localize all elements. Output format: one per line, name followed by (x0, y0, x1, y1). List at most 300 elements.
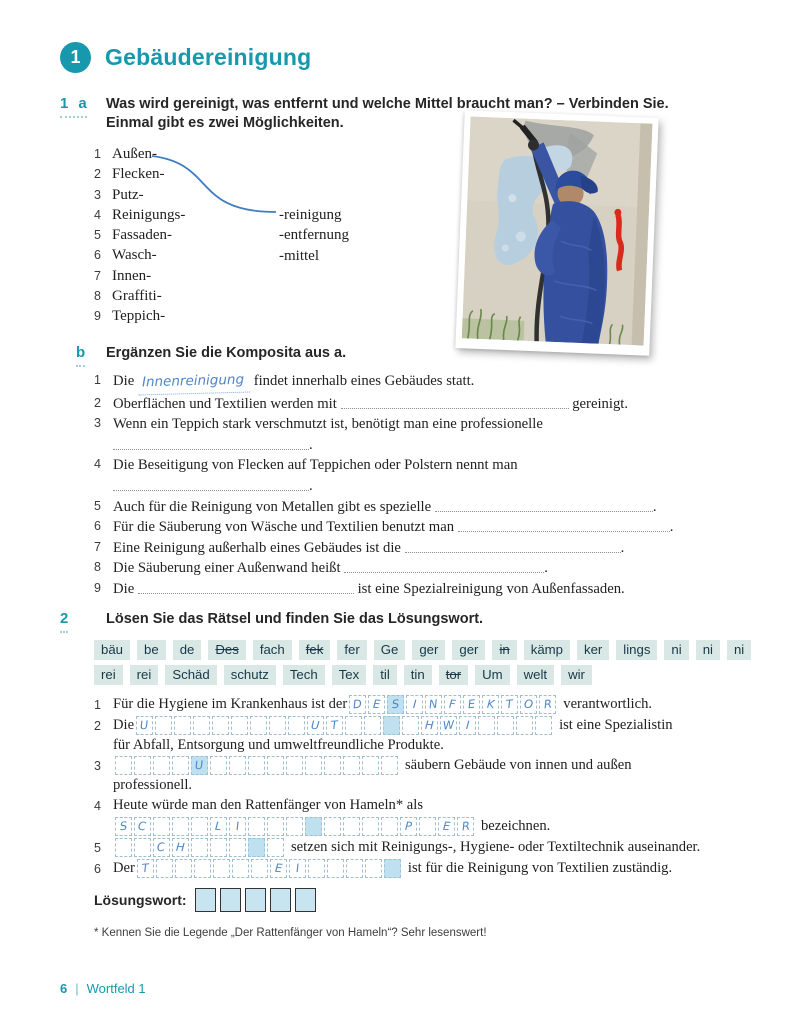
sentence-body (113, 517, 762, 538)
answer-blank (435, 498, 653, 512)
exercise-1b-letter: b (76, 344, 86, 361)
puzzle-rows (94, 694, 766, 879)
item-word: -reinigung (279, 207, 342, 223)
puzzle-text-continued: professionell. (113, 777, 193, 793)
letter-box (381, 756, 398, 775)
letter-boxes (349, 695, 558, 714)
answer-blank (113, 436, 309, 450)
sentence-text: . (309, 477, 313, 494)
puzzle-line (113, 755, 766, 776)
page-number: 6 (60, 981, 68, 996)
match-left-item (94, 207, 424, 227)
sentence-text: Auch für die Reinigung von Metallen gibt es spezielle (113, 498, 435, 515)
letter-box (425, 695, 442, 714)
handwritten-letter: I (465, 717, 470, 732)
handwritten-letter: H (424, 717, 435, 733)
chapter-number-badge: 1 (60, 42, 91, 73)
item-word: Fassaden- (112, 227, 172, 244)
sentence-text: Die (113, 580, 138, 597)
letter-box (539, 695, 556, 714)
letter-box (229, 838, 246, 857)
item-word: Außen- (112, 146, 157, 162)
letter-box (212, 716, 229, 735)
syllable-tile: Tex (332, 665, 367, 685)
sentence-row (94, 455, 762, 496)
puzzle-line (113, 694, 766, 715)
sentence-body (113, 394, 762, 415)
handwritten-answer: Innenreinigung (138, 370, 251, 396)
syllable-tile: Um (475, 665, 510, 685)
letter-box (459, 716, 476, 735)
solution-letter-box (384, 859, 401, 878)
puzzle-text: Die (113, 717, 135, 733)
letter-box (400, 817, 417, 836)
letter-box (289, 859, 306, 878)
syllable-tile: Des (208, 640, 245, 660)
solution-letter-box (387, 695, 404, 714)
puzzle-row (94, 755, 766, 795)
syllable-tile: kämp (524, 640, 570, 660)
puzzle-row-number: 4 (94, 799, 101, 813)
item-number: 8 (94, 289, 101, 304)
letter-box (134, 838, 151, 857)
puzzle-line (113, 858, 766, 879)
handwritten-letter: E (467, 696, 476, 712)
letter-box (156, 859, 173, 878)
syllable-tile: tin (404, 665, 432, 685)
letter-box (267, 838, 284, 857)
letter-box (381, 817, 398, 836)
syllable-tile: ni (727, 640, 751, 660)
answer-blank (138, 580, 354, 594)
page-footer (60, 981, 146, 996)
handwritten-letter: H (175, 839, 186, 855)
syllable-tile: tor (439, 665, 468, 685)
sentence-text: . (620, 539, 625, 556)
solution-box (195, 888, 216, 912)
exercise-1b-label (76, 344, 85, 367)
handwritten-letter: L (214, 818, 223, 833)
puzzle-row-body (113, 715, 766, 755)
handwritten-letter: U (139, 717, 150, 733)
syllable-tile: ker (577, 640, 609, 660)
answer-blank (344, 559, 544, 573)
solution-letter-box (383, 716, 400, 735)
puzzle-text: ist eine Spezialistin (559, 717, 673, 733)
puzzle-text: Für die Hygiene im Krankenhaus ist der (113, 696, 348, 712)
syllable-tile: ni (664, 640, 688, 660)
letter-box (406, 695, 423, 714)
exercise-1a-letter: a (78, 95, 87, 112)
match-left-item (94, 146, 424, 166)
chapter-header (60, 42, 311, 73)
syllable-tile: bäu (94, 640, 130, 660)
handwritten-letter: F (449, 696, 457, 711)
puzzle-line (113, 795, 766, 816)
letter-box (172, 817, 189, 836)
letter-box (457, 817, 474, 836)
solution-word-label: Lösungswort: (94, 892, 187, 908)
solution-letter-box (305, 817, 322, 836)
syllable-tile: fek (299, 640, 331, 660)
sentence-text: . (309, 436, 313, 453)
answer-blank (405, 539, 621, 553)
matching-exercise (94, 146, 424, 331)
handwritten-letter: T (141, 860, 150, 876)
footer-label: Wortfeld 1 (86, 981, 146, 996)
letter-box (115, 756, 132, 775)
instruction-line-1: Was wird gereinigt, was entfernt und welche Mittel braucht man? – Verbinden Sie. (106, 96, 669, 112)
letter-box (267, 756, 284, 775)
syllable-tile: fer (337, 640, 366, 660)
puzzle-row-body (113, 755, 766, 795)
syllable-tile: be (137, 640, 166, 660)
letter-box (482, 695, 499, 714)
letter-box (535, 716, 552, 735)
letter-box (172, 756, 189, 775)
match-left-item (94, 247, 424, 267)
tile-row (94, 640, 744, 660)
item-number: 6 (94, 248, 101, 263)
sentence-body (113, 455, 762, 496)
letter-box (324, 817, 341, 836)
letter-box (307, 716, 324, 735)
syllable-tile: welt (517, 665, 554, 685)
letter-boxes (137, 859, 403, 878)
puzzle-text: verantwortlich. (563, 696, 653, 712)
puzzle-text: ist für die Reinigung von Textilien zuständig. (407, 860, 673, 876)
footnote: * Kennen Sie die Legende „Der Rattenfänger von Hameln“? Sehr lesenswert! (94, 927, 487, 939)
puzzle-line (113, 837, 766, 858)
letter-box (520, 695, 537, 714)
letter-box (153, 817, 170, 836)
sentence-text: Für die Säuberung von Wäsche und Textilien benutzt man (113, 519, 458, 536)
sentence-row (94, 517, 762, 538)
handwritten-letter: R (543, 696, 553, 712)
syllable-tile: ger (412, 640, 445, 660)
syllable-tile: Ge (374, 640, 406, 660)
letter-box (368, 695, 385, 714)
solution-letter-box (248, 838, 265, 857)
sentence-text: ist eine Spezialreinigung von Außenfassaden. (353, 580, 625, 597)
letter-box (153, 838, 170, 857)
sentence-text: Eine Reinigung außerhalb eines Gebäudes ist die (113, 539, 405, 556)
match-right-item (279, 227, 349, 247)
letter-box (210, 817, 227, 836)
letter-box (286, 817, 303, 836)
letter-boxes (115, 817, 476, 836)
letter-box (362, 817, 379, 836)
solution-box (270, 888, 291, 912)
match-left-item (94, 166, 424, 186)
letter-box (501, 695, 518, 714)
letter-box (343, 817, 360, 836)
letter-box (232, 859, 249, 878)
syllable-tile: Schäd (165, 665, 216, 685)
syllable-tile: rei (94, 665, 123, 685)
letter-boxes (136, 716, 554, 735)
match-left-item (94, 268, 424, 288)
letter-box (210, 838, 227, 857)
sentence-row (94, 371, 762, 394)
sentence-row (94, 538, 762, 559)
puzzle-text: Der (113, 860, 135, 876)
sentence-text: Die Säuberung einer Außenwand heißt (113, 560, 345, 577)
item-word: Reinigungs- (112, 206, 186, 223)
item-number: 5 (94, 228, 101, 243)
puzzle-row-body (113, 694, 766, 715)
letter-box (326, 716, 343, 735)
syllable-tile: ni (696, 640, 720, 660)
puzzle-row (94, 715, 766, 755)
syllable-tiles (94, 640, 744, 690)
letter-boxes (115, 838, 286, 857)
letter-box (286, 756, 303, 775)
puzzle-row-number: 2 (94, 719, 101, 733)
letter-box (288, 716, 305, 735)
handwritten-letter: S (119, 818, 128, 834)
letter-box (210, 756, 227, 775)
item-number: 2 (94, 167, 101, 182)
sentence-text: . (544, 560, 548, 577)
letter-box (349, 695, 366, 714)
matching-left-list (94, 146, 424, 329)
letter-box (229, 817, 246, 836)
item-word: -mittel (279, 247, 319, 264)
letter-box (155, 716, 172, 735)
handwritten-letter: E (372, 696, 381, 711)
sentence-number: 2 (94, 395, 101, 410)
sentence-body (113, 558, 762, 579)
exercise-2-instruction: Lösen Sie das Rätsel und finden Sie das Lösungswort. (106, 611, 484, 627)
answer-blank (113, 477, 309, 491)
syllable-tile: fach (253, 640, 292, 660)
exercise-2-number: 2 (60, 610, 69, 627)
handwritten-letter: C (138, 818, 148, 834)
puzzle-row-number: 6 (94, 862, 101, 876)
letter-box (365, 859, 382, 878)
sentence-text: Die (113, 373, 138, 389)
letter-box (305, 756, 322, 775)
sentence-body (113, 579, 762, 600)
match-left-item (94, 308, 424, 328)
letter-box (324, 756, 341, 775)
handwritten-letter: I (412, 696, 418, 711)
letter-box (229, 756, 246, 775)
letter-box (444, 695, 461, 714)
puzzle-line (113, 715, 766, 736)
syllable-tile: wir (561, 665, 592, 685)
handwritten-letter: U (194, 757, 205, 773)
sentence-text: . (652, 498, 657, 515)
solution-word-boxes (195, 888, 316, 912)
sentence-body (113, 497, 762, 518)
sentence-number: 9 (94, 580, 101, 595)
answer-blank (458, 518, 670, 532)
syllable-tile: til (373, 665, 397, 685)
letter-box (153, 756, 170, 775)
answer-blank (341, 395, 569, 409)
letter-box (172, 838, 189, 857)
sentence-row (94, 414, 762, 455)
letter-box (497, 716, 514, 735)
handwritten-letter: C (156, 839, 167, 855)
item-number: 9 (94, 309, 101, 324)
syllable-tile: lings (616, 640, 657, 660)
exercise-1a-label (60, 95, 87, 118)
syllable-tile: ger (452, 640, 485, 660)
letter-box (174, 716, 191, 735)
handwritten-letter: N (428, 696, 439, 712)
sentence-number: 8 (94, 560, 101, 575)
sentence-row (94, 558, 762, 579)
handwritten-letter: D (352, 696, 363, 712)
letter-box (438, 817, 455, 836)
item-word: Flecken- (112, 166, 165, 183)
handwritten-letter: I (235, 818, 240, 833)
letter-box (270, 859, 287, 878)
match-left-item (94, 187, 424, 207)
tile-row (94, 665, 744, 685)
graffiti-removal-photo (455, 110, 658, 356)
handwritten-letter: E (274, 860, 283, 875)
solution-word-row (94, 888, 316, 912)
puzzle-row-number: 3 (94, 759, 101, 773)
item-word: Teppich- (112, 308, 166, 325)
puzzle-text: setzen sich mit Reinigungs-, Hygiene- oder Textiltechnik auseinander. (291, 839, 701, 855)
letter-box (251, 859, 268, 878)
sentence-number: 5 (94, 498, 101, 513)
puzzle-row-number: 5 (94, 841, 101, 855)
letter-box (134, 817, 151, 836)
sentence-row (94, 497, 762, 518)
sentence-body (113, 371, 762, 394)
puzzle-row (94, 694, 766, 715)
exercise-2-label (60, 610, 68, 633)
syllable-tile: schutz (224, 665, 276, 685)
match-right-item (279, 248, 349, 268)
sentence-number: 6 (94, 519, 101, 534)
chapter-title: Gebäudereinigung (105, 44, 312, 70)
item-word: Graffiti- (112, 288, 162, 305)
puzzle-row-number: 1 (94, 698, 101, 712)
matching-right-list (279, 207, 349, 268)
puzzle-text-continued: für Abfall, Entsorgung und umweltfreundliche Produkte. (113, 737, 444, 753)
exercise-1b-instruction: Ergänzen Sie die Komposita aus a. (106, 345, 347, 361)
sentences-list (94, 371, 762, 600)
sentence-row (94, 579, 762, 600)
letter-box (115, 817, 132, 836)
handwritten-letter: E (442, 818, 451, 833)
item-word: -entfernung (279, 227, 349, 244)
letter-box (191, 838, 208, 857)
puzzle-text: säubern Gebäude von innen und außen (405, 757, 632, 773)
match-left-item (94, 288, 424, 308)
sentence-number: 7 (94, 539, 101, 554)
sentence-text: findet innerhalb eines Gebäudes statt. (250, 373, 475, 389)
letter-box (345, 716, 362, 735)
letter-box (402, 716, 419, 735)
sentence-number: 1 (94, 373, 101, 387)
instruction-line-2: Einmal gibt es zwei Möglichkeiten. (106, 115, 344, 131)
handwritten-letter: T (505, 696, 514, 712)
letter-box (248, 817, 265, 836)
letter-box (463, 695, 480, 714)
handwritten-letter: U (310, 717, 321, 733)
letter-box (231, 716, 248, 735)
letter-box (327, 859, 344, 878)
item-number: 4 (94, 207, 101, 222)
puzzle-text: bezeichnen. (481, 818, 551, 834)
syllable-tile: de (173, 640, 202, 660)
handwritten-letter: O (523, 696, 534, 712)
letter-box (175, 859, 192, 878)
letter-box (364, 716, 381, 735)
puzzle-row (94, 858, 766, 879)
letter-box (421, 716, 438, 735)
puzzle-row (94, 837, 766, 858)
letter-box (478, 716, 495, 735)
letter-box (194, 859, 211, 878)
sentence-text: . (669, 519, 674, 536)
letter-box (213, 859, 230, 878)
letter-box (440, 716, 457, 735)
letter-box (193, 716, 210, 735)
handwritten-letter: P (404, 818, 413, 833)
puzzle-row (94, 795, 766, 837)
item-word: Innen- (112, 267, 152, 284)
puzzle-row-body (113, 795, 766, 837)
photo-scene (462, 116, 653, 345)
letter-box (308, 859, 325, 878)
sentence-body (113, 414, 762, 455)
item-number: 3 (94, 187, 101, 202)
letter-box (250, 716, 267, 735)
letter-box (134, 756, 151, 775)
letter-box (346, 859, 363, 878)
puzzle-text: Heute würde man den Rattenfänger von Hameln* als (113, 797, 424, 813)
letter-box (269, 716, 286, 735)
letter-box (343, 756, 360, 775)
sentence-text: Die Beseitigung von Flecken auf Teppichen oder Polstern nennt man (113, 457, 518, 474)
letter-box (248, 756, 265, 775)
sentence-text: Oberflächen und Textilien werden mit (113, 395, 341, 412)
handwritten-letter: W (442, 717, 455, 733)
syllable-tile: rei (130, 665, 159, 685)
sentence-body (113, 538, 762, 559)
sentence-row (94, 394, 762, 415)
match-right-item (279, 207, 349, 227)
sentence-text: gereinigt. (568, 395, 629, 412)
exercise-1a-number: 1 (60, 95, 69, 112)
handwritten-letter: T (330, 717, 339, 733)
letter-box (362, 756, 379, 775)
letter-box (115, 838, 132, 857)
item-word: Wasch- (112, 247, 157, 264)
item-word: Putz- (112, 186, 144, 203)
match-left-item (94, 227, 424, 247)
sentence-number: 3 (94, 416, 101, 431)
puzzle-line (113, 816, 766, 837)
handwritten-letter: K (486, 696, 496, 711)
sentence-text: Wenn ein Teppich stark verschmutzt ist, benötigt man eine professionelle (113, 416, 543, 433)
item-number: 7 (94, 268, 101, 283)
handwritten-letter: R (460, 818, 471, 834)
letter-box (137, 859, 154, 878)
handwritten-letter: S (391, 696, 400, 712)
puzzle-row-body (113, 858, 766, 879)
letter-boxes (115, 756, 400, 775)
